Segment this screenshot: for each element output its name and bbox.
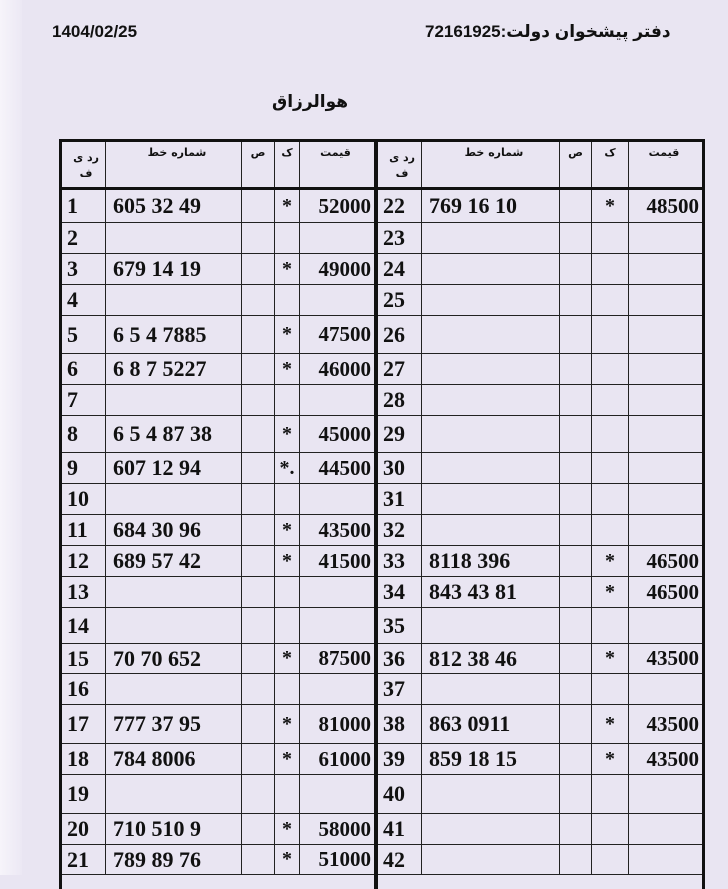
price-cell (300, 608, 374, 643)
k-mark-cell (592, 416, 629, 452)
table-row (378, 814, 702, 845)
s-cell (560, 744, 592, 774)
price-cell: 49000 (318, 256, 371, 281)
row-number: 39 (378, 744, 422, 774)
row-number: 12 (62, 546, 106, 576)
s-cell (560, 385, 592, 415)
price-cell: 44500 (318, 455, 371, 480)
table-row (62, 190, 374, 223)
s-cell (242, 385, 275, 415)
table-header-row (62, 142, 374, 190)
row-number: 9 (62, 453, 106, 483)
k-mark-cell (592, 285, 629, 315)
table-row (378, 285, 702, 316)
header-radif-part2: ف (395, 166, 409, 180)
table-row (62, 416, 374, 453)
s-cell (242, 546, 275, 576)
price-cell (300, 577, 374, 607)
k-mark-cell (275, 484, 300, 514)
k-mark-cell: * (275, 515, 300, 545)
k-mark-cell (592, 453, 629, 483)
price-cell: 45000 (318, 421, 371, 446)
table-row (62, 674, 374, 705)
line-number-cell: 843 43 81 (422, 577, 560, 607)
table-row (378, 577, 702, 608)
row-number: 32 (378, 515, 422, 545)
price-cell: 61000 (318, 746, 371, 771)
line-number-cell (422, 254, 560, 284)
line-number-cell: 70 70 652 (106, 644, 242, 673)
line-number-cell: 607 12 94 (106, 453, 242, 483)
s-cell (242, 453, 275, 483)
table-row (378, 316, 702, 354)
line-number-cell: 8118 396 (422, 546, 560, 576)
row-number: 8 (62, 416, 106, 452)
table-row (62, 546, 374, 577)
k-mark-cell: * (275, 354, 300, 384)
line-number-cell: 6 5 4 7885 (106, 316, 242, 353)
s-cell (242, 416, 275, 452)
row-number: 38 (378, 705, 422, 743)
price-cell (300, 223, 374, 253)
table-header-row (378, 142, 702, 190)
price-cell: 46500 (646, 548, 699, 573)
s-cell (242, 775, 275, 813)
k-mark-cell (275, 285, 300, 315)
price-cell (629, 845, 702, 874)
line-number-cell: 777 37 95 (106, 705, 242, 743)
row-number: 13 (62, 577, 106, 607)
row-number: 29 (378, 416, 422, 452)
table-row (62, 484, 374, 515)
table-row (62, 515, 374, 546)
s-cell (242, 744, 275, 774)
row-number: 34 (378, 577, 422, 607)
table-row (62, 577, 374, 608)
s-cell (560, 546, 592, 576)
s-cell (560, 223, 592, 253)
price-cell: 46500 (646, 579, 699, 604)
price-cell (629, 674, 702, 704)
row-number: 21 (62, 845, 106, 874)
row-number: 1 (62, 190, 106, 222)
line-number-cell (422, 775, 560, 813)
line-number-cell: 605 32 49 (106, 190, 242, 222)
s-cell (242, 285, 275, 315)
line-number-cell: 784 8006 (106, 744, 242, 774)
table-row (378, 484, 702, 515)
line-number-cell: 863 0911 (422, 705, 560, 743)
k-mark-cell: * (275, 254, 300, 284)
row-number: 36 (378, 644, 422, 673)
table-row (62, 744, 374, 775)
price-cell (300, 775, 374, 813)
k-mark-cell (592, 254, 629, 284)
header-k: ک (592, 142, 629, 187)
table-row (62, 814, 374, 845)
row-number: 6 (62, 354, 106, 384)
line-number-cell: 859 18 15 (422, 744, 560, 774)
table-row (378, 190, 702, 223)
table-right-half (374, 139, 705, 889)
s-cell (242, 577, 275, 607)
price-cell (629, 775, 702, 813)
s-cell (560, 608, 592, 643)
k-mark-cell (592, 484, 629, 514)
s-cell (560, 285, 592, 315)
row-number: 23 (378, 223, 422, 253)
s-cell (242, 845, 275, 874)
header-line-number: شماره خط (422, 142, 560, 187)
k-mark-cell: * (275, 416, 300, 452)
s-cell (560, 354, 592, 384)
k-mark-cell: * (592, 705, 629, 743)
price-cell: 47500 (318, 322, 371, 346)
row-number: 18 (62, 744, 106, 774)
s-cell (560, 316, 592, 353)
k-mark-cell: * (275, 744, 300, 774)
header-s: ص (242, 142, 275, 187)
table-row (62, 775, 374, 814)
line-number-cell (106, 285, 242, 315)
s-cell (242, 705, 275, 743)
row-number: 16 (62, 674, 106, 704)
s-cell (560, 577, 592, 607)
row-number: 30 (378, 453, 422, 483)
office-name: دفتر پیشخوان دولت:72161925 (425, 22, 671, 41)
k-mark-cell (592, 354, 629, 384)
row-number: 19 (62, 775, 106, 813)
k-mark-cell (592, 814, 629, 844)
page-edge (0, 0, 22, 875)
line-number-cell (422, 316, 560, 353)
row-number: 7 (62, 385, 106, 415)
header-price: قیمت (320, 146, 351, 159)
table-row (378, 775, 702, 814)
line-number-cell (422, 608, 560, 643)
line-number-cell: 812 38 46 (422, 644, 560, 673)
table-row (378, 744, 702, 775)
price-cell (629, 515, 702, 545)
k-mark-cell (592, 223, 629, 253)
s-cell (560, 674, 592, 704)
s-cell (560, 416, 592, 452)
s-cell (560, 254, 592, 284)
s-cell (242, 190, 275, 222)
table-row (378, 644, 702, 674)
k-mark-cell (592, 608, 629, 643)
row-number: 25 (378, 285, 422, 315)
k-mark-cell (592, 515, 629, 545)
k-mark-cell: * (275, 814, 300, 844)
table-row (378, 223, 702, 254)
row-number: 20 (62, 814, 106, 844)
line-number-cell: 684 30 96 (106, 515, 242, 545)
table-row (62, 223, 374, 254)
k-mark-cell (275, 385, 300, 415)
price-cell (629, 484, 702, 514)
price-cell: 43500 (318, 517, 371, 542)
price-cell: 87500 (318, 646, 371, 670)
s-cell (242, 316, 275, 353)
table-row (62, 705, 374, 744)
row-number: 17 (62, 705, 106, 743)
line-number-cell: 6 5 4 87 38 (106, 416, 242, 452)
s-cell (560, 190, 592, 222)
table-row (378, 416, 702, 453)
k-mark-cell: * (275, 190, 300, 222)
s-cell (242, 674, 275, 704)
price-cell (300, 484, 374, 514)
line-number-cell: 6 8 7 5227 (106, 354, 242, 384)
row-number: 5 (62, 316, 106, 353)
line-number-cell (106, 385, 242, 415)
price-cell (629, 416, 702, 452)
s-cell (560, 453, 592, 483)
table-row (378, 845, 702, 875)
k-mark-cell (592, 845, 629, 874)
price-cell (300, 674, 374, 704)
line-number-cell: 789 89 76 (106, 845, 242, 874)
table-row (378, 453, 702, 484)
table-row (62, 845, 374, 875)
line-number-cell (422, 416, 560, 452)
table-row (62, 453, 374, 484)
k-mark-cell (275, 608, 300, 643)
row-number: 33 (378, 546, 422, 576)
price-cell: 51000 (318, 847, 371, 871)
s-cell (560, 814, 592, 844)
s-cell (242, 608, 275, 643)
price-cell (629, 385, 702, 415)
k-mark-cell (275, 577, 300, 607)
price-table (59, 139, 705, 889)
price-cell (629, 254, 702, 284)
table-row (378, 354, 702, 385)
k-mark-cell (275, 674, 300, 704)
line-number-cell (422, 845, 560, 874)
price-cell (629, 814, 702, 844)
k-mark-cell: * (592, 744, 629, 774)
price-cell: 81000 (318, 711, 371, 736)
line-number-cell (422, 814, 560, 844)
price-cell (629, 223, 702, 253)
k-mark-cell: * (275, 845, 300, 874)
k-mark-cell: *. (275, 453, 300, 483)
table-row (378, 385, 702, 416)
price-cell: 43500 (646, 746, 699, 771)
header-radif-part1: رد ی (389, 150, 415, 164)
row-number: 10 (62, 484, 106, 514)
s-cell (560, 845, 592, 874)
header-radif-part1: رد ی (73, 150, 99, 164)
k-mark-cell: * (592, 546, 629, 576)
row-number: 28 (378, 385, 422, 415)
table-row (62, 316, 374, 354)
s-cell (560, 515, 592, 545)
row-number: 41 (378, 814, 422, 844)
row-number: 2 (62, 223, 106, 253)
price-cell: 43500 (646, 646, 699, 670)
price-cell (629, 354, 702, 384)
price-cell (629, 285, 702, 315)
k-mark-cell (592, 674, 629, 704)
table-row (62, 608, 374, 644)
table-row (378, 705, 702, 744)
header-radif (62, 142, 106, 187)
header-line-number: شماره خط (106, 142, 242, 187)
row-number: 4 (62, 285, 106, 315)
s-cell (560, 705, 592, 743)
s-cell (242, 484, 275, 514)
price-cell: 41500 (318, 548, 371, 573)
row-number: 14 (62, 608, 106, 643)
s-cell (242, 515, 275, 545)
header-radif-part2: ف (79, 166, 93, 180)
line-number-cell (422, 453, 560, 483)
price-cell (629, 316, 702, 353)
k-mark-cell (275, 223, 300, 253)
row-number: 42 (378, 845, 422, 874)
k-mark-cell: * (275, 546, 300, 576)
line-number-cell (106, 674, 242, 704)
row-number: 40 (378, 775, 422, 813)
header-k: ک (275, 142, 300, 187)
s-cell (242, 223, 275, 253)
header-s: ص (560, 142, 592, 187)
s-cell (242, 354, 275, 384)
price-cell: 46000 (318, 356, 371, 381)
row-number: 24 (378, 254, 422, 284)
k-mark-cell: * (592, 577, 629, 607)
k-mark-cell (592, 775, 629, 813)
header-price: قیمت (648, 146, 680, 159)
line-number-cell: 689 57 42 (106, 546, 242, 576)
line-number-cell (422, 285, 560, 315)
s-cell (242, 814, 275, 844)
table-row (62, 385, 374, 416)
row-number: 22 (378, 190, 422, 222)
price-cell (629, 453, 702, 483)
k-mark-cell: * (592, 644, 629, 673)
s-cell (242, 644, 275, 673)
table-row (62, 285, 374, 316)
table-row (378, 674, 702, 705)
table-row (378, 515, 702, 546)
table-row (62, 644, 374, 674)
line-number-cell (106, 577, 242, 607)
k-mark-cell: * (275, 644, 300, 673)
k-mark-cell (592, 316, 629, 353)
s-cell (242, 254, 275, 284)
row-number: 35 (378, 608, 422, 643)
k-mark-cell (592, 385, 629, 415)
line-number-cell (422, 515, 560, 545)
row-number: 37 (378, 674, 422, 704)
line-number-cell (106, 484, 242, 514)
price-cell (300, 385, 374, 415)
price-cell (629, 608, 702, 643)
table-left-half (59, 139, 374, 889)
row-number: 3 (62, 254, 106, 284)
document-date: 1404/02/25 (52, 22, 138, 41)
k-mark-cell: * (592, 190, 629, 222)
line-number-cell (422, 674, 560, 704)
price-cell: 52000 (318, 193, 371, 218)
line-number-cell (422, 484, 560, 514)
table-row (378, 546, 702, 577)
price-cell (300, 285, 374, 315)
line-number-cell (422, 223, 560, 253)
row-number: 11 (62, 515, 106, 545)
table-row (378, 254, 702, 285)
document-title: هوالرزاق (272, 92, 349, 112)
price-cell: 48500 (646, 193, 699, 218)
line-number-cell: 710 510 9 (106, 814, 242, 844)
s-cell (560, 484, 592, 514)
line-number-cell: 769 16 10 (422, 190, 560, 222)
s-cell (560, 775, 592, 813)
k-mark-cell (275, 775, 300, 813)
row-number: 26 (378, 316, 422, 353)
price-cell: 58000 (318, 816, 371, 841)
row-number: 15 (62, 644, 106, 673)
price-cell: 43500 (646, 711, 699, 736)
line-number-cell (422, 385, 560, 415)
row-number: 31 (378, 484, 422, 514)
k-mark-cell: * (275, 316, 300, 353)
table-row (62, 254, 374, 285)
line-number-cell (106, 223, 242, 253)
line-number-cell (422, 354, 560, 384)
row-number: 27 (378, 354, 422, 384)
line-number-cell: 679 14 19 (106, 254, 242, 284)
table-row (378, 608, 702, 644)
line-number-cell (106, 775, 242, 813)
k-mark-cell: * (275, 705, 300, 743)
header-radif (378, 142, 422, 187)
line-number-cell (106, 608, 242, 643)
s-cell (560, 644, 592, 673)
table-row (62, 354, 374, 385)
